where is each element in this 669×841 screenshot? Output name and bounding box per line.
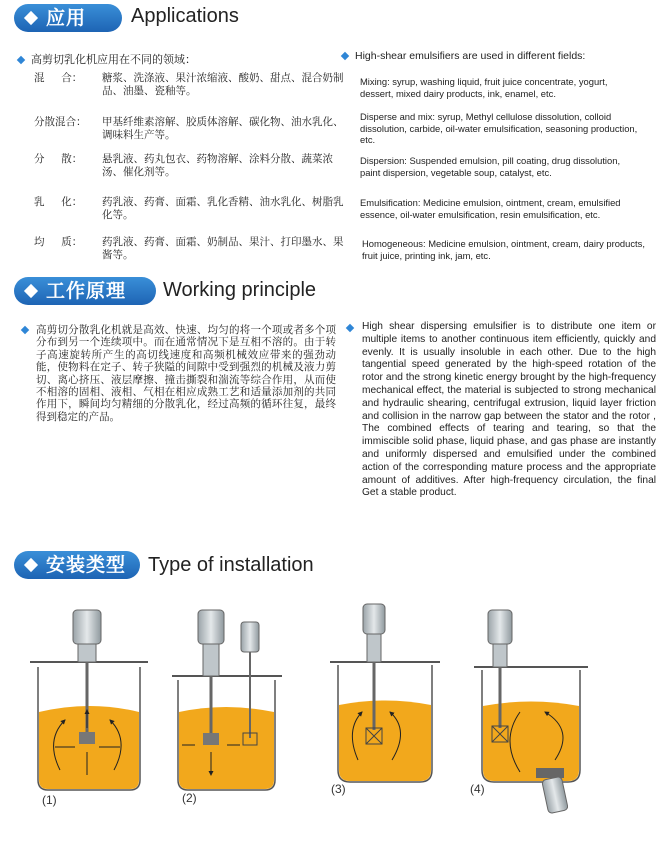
installation-label-4: (4): [470, 782, 485, 796]
section-title-installation: Type of installation: [148, 554, 314, 576]
section-title-zh: 应用: [46, 7, 87, 29]
working-principle-en: High shear dispersing emulsifier is to distribute one item or multiple items to another continuous item efficiently, quickly and evenly. It is usually insoluble in each other. Due to the high tangential speed generated by the high-speed rotation of the rotor and the strong kinetic energy brought by the high-frequency mechanical effect, the material is subjected to strong mechanical and hydraulic shearing, centrifugal extrusion, liquid layer friction and collision in the narrow gap between the stator and the rotor , The combined effects of tearing and tearing, so that the immiscible solid phase, liquid phase, and gas phase are instantly and uniformly dispersed and emulsified under the combined action of the corresponding mature process and the appropriate amount of additives. After high-frequency circulation, the final Get a stable product.: [362, 321, 656, 499]
installation-diagrams: [0, 595, 669, 841]
section-title-applications: Applications: [131, 5, 239, 27]
applications-zh-title: 高剪切乳化机应用在不同的领域：: [18, 51, 196, 67]
section-pill-working: [14, 277, 156, 305]
bullet-icon: [17, 56, 25, 64]
en-row-homogeneous: Homogeneous: Medicine emulsion, ointment, cream, dairy products, fruit juice, printing ink, jam, etc.: [362, 238, 645, 261]
bullet-icon: [21, 326, 29, 334]
section-title-working: Working principle: [163, 279, 317, 301]
en-row-emulsification: Emulsification: Medicine emulsion, ointment, cream, emulsified essence, oil-water emulsification, resin emulsification, etc.: [360, 197, 621, 220]
diamond-icon: [24, 284, 38, 298]
diamond-icon: [24, 558, 38, 572]
section-title-zh: 工作原理: [46, 280, 127, 302]
bullet-icon: [346, 324, 354, 332]
section-pill-applications: [14, 4, 122, 32]
installation-label-1: (1): [42, 793, 57, 807]
bullet-icon: [341, 52, 349, 60]
applications-en-title: High-shear emulsifiers are used in different fields:: [342, 50, 585, 62]
diamond-icon: [24, 11, 38, 25]
installation-label-2: (2): [182, 791, 197, 805]
tank-diagram-2: [172, 610, 282, 790]
section-title-zh: 安装类型: [46, 554, 127, 576]
en-row-dispersion: Dispersion: Suspended emulsion, pill coating, drug dissolution, paint dispersion, vegetable soup, catalyst, etc.: [360, 155, 621, 178]
tank-diagram-3: [330, 604, 440, 782]
section-pill-installation: [14, 551, 140, 579]
en-row-mixing: Mixing: syrup, washing liquid, fruit juice concentrate, yogurt, dessert, mixed dairy products, ink, enamel, etc.: [360, 76, 608, 99]
tank-diagram-1: [30, 610, 148, 790]
installation-label-3: (3): [331, 782, 346, 796]
tank-diagram-4: [474, 610, 588, 814]
en-row-disperse-mix: Disperse and mix: syrup, Methyl cellulose dissolution, colloid dissolution, carbide, oil-water emulsification, seasoning production, etc.: [360, 111, 638, 145]
working-principle-zh: 高剪切分散乳化机就是高效、快速、均匀的将一个项或者多个项分布到另一个连续项中。而在通常情况下是互相不溶的。由于转子高速旋转所产生的高切线速度和高频机械效应带来的强劲动能，使物料在定子、转子狭隘的间隙中受到强烈的机械及液力剪切、离心挤压、液层摩擦、撞击撕裂和湍流等综合作用，从而使不相溶的固相、液相、气相在相应成熟工艺和适量添加剂的共同作用下，瞬间均匀精细的分散乳化，经过高频的循环往复，最终得到稳定的产品。: [36, 324, 336, 423]
